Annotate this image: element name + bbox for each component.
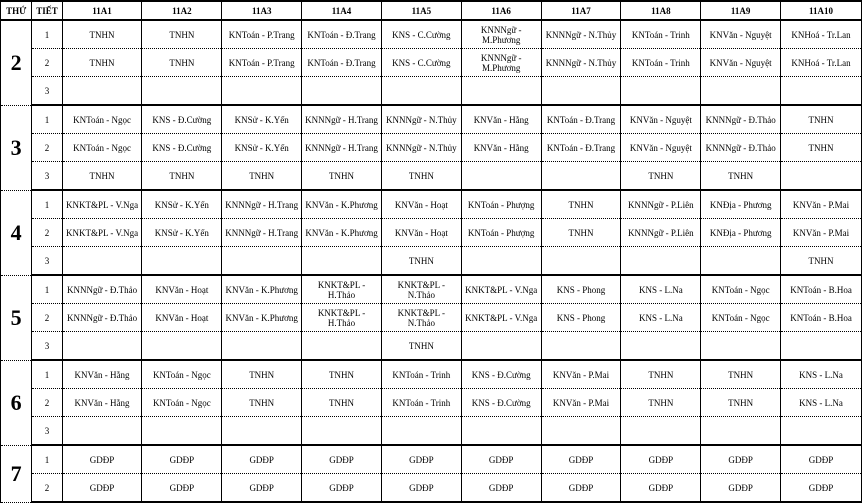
lesson-cell (701, 247, 781, 276)
lesson-cell: TNHN (621, 360, 701, 389)
lesson-cell (62, 417, 142, 446)
lesson-cell (62, 247, 142, 276)
lesson-cell (142, 247, 222, 276)
lesson-cell: GDĐP (621, 474, 701, 503)
lesson-cell (541, 77, 621, 106)
lesson-cell: KNVăn - Hằng (461, 105, 541, 134)
lesson-cell: KNVăn - Hằng (62, 389, 142, 417)
lesson-cell: KNToán - Trinh (381, 389, 461, 417)
lesson-cell: KNS - C.Cường (381, 20, 461, 49)
lesson-cell: KNToán - B.Hoa (781, 304, 862, 332)
lesson-cell: KNToán - Ngọc (142, 389, 222, 417)
lesson-cell (541, 162, 621, 191)
period-row (1, 417, 862, 446)
lesson-cell: KNS - Đ.Cường (142, 105, 222, 134)
lesson-cell: KNNNgữ - M.Phương (461, 20, 541, 49)
lesson-cell (621, 417, 701, 446)
lesson-cell: TNHN (701, 162, 781, 191)
lesson-cell: TNHN (621, 162, 701, 191)
period-row (1, 20, 862, 49)
lesson-cell (461, 417, 541, 446)
lesson-cell: KNVăn - P.Mai (541, 360, 621, 389)
header-class: 11A2 (142, 1, 222, 20)
lesson-cell: GDĐP (461, 445, 541, 474)
period-row (1, 162, 862, 191)
day-label: 3 (1, 105, 32, 190)
lesson-cell: KNVăn - K.Phương (302, 219, 382, 247)
lesson-cell (701, 77, 781, 106)
period-number: 2 (32, 304, 62, 332)
period-row (1, 445, 862, 474)
period-number: 2 (32, 389, 62, 417)
period-row (1, 105, 862, 134)
lesson-cell (381, 417, 461, 446)
lesson-cell: KNVăn - Hoạt (381, 190, 461, 219)
header-class: 11A8 (621, 1, 701, 20)
lesson-cell (142, 332, 222, 361)
lesson-cell: TNHN (381, 247, 461, 276)
lesson-cell: KNNNgữ - Đ.Thảo (701, 134, 781, 162)
lesson-cell: KNToán - Ngọc (142, 360, 222, 389)
lesson-cell (302, 332, 382, 361)
period-number: 2 (32, 134, 62, 162)
lesson-cell: KNToán - Đ.Trang (302, 49, 382, 77)
lesson-cell: KNSử - K.Yến (142, 190, 222, 219)
lesson-cell: KNHoá - Tr.Lan (781, 20, 862, 49)
lesson-cell: GDĐP (541, 474, 621, 503)
lesson-cell: TNHN (781, 134, 862, 162)
lesson-cell: KNVăn - P.Mai (541, 389, 621, 417)
lesson-cell (621, 77, 701, 106)
header-day: THỨ (1, 1, 32, 20)
lesson-cell (621, 247, 701, 276)
lesson-cell: KNToán - P.Trang (222, 20, 302, 49)
header-class: 11A7 (541, 1, 621, 20)
lesson-cell (222, 247, 302, 276)
lesson-cell: KNVăn - Nguyệt (701, 20, 781, 49)
lesson-cell: KNVăn - K.Phương (222, 275, 302, 304)
period-row (1, 304, 862, 332)
period-number: 2 (32, 219, 62, 247)
lesson-cell: KNKT&PL - V.Nga (461, 275, 541, 304)
lesson-cell: GDĐP (381, 445, 461, 474)
lesson-cell: KNToán - Ngọc (701, 304, 781, 332)
lesson-cell: TNHN (541, 219, 621, 247)
lesson-cell (541, 417, 621, 446)
lesson-cell: KNVăn - Hoạt (142, 304, 222, 332)
lesson-cell: GDĐP (222, 445, 302, 474)
lesson-cell: KNVăn - Hoạt (142, 275, 222, 304)
lesson-cell: GDĐP (781, 445, 862, 474)
lesson-cell: KNVăn - Nguyệt (701, 49, 781, 77)
lesson-cell (302, 417, 382, 446)
lesson-cell (222, 77, 302, 106)
lesson-cell: KNNNgữ - P.Liên (621, 219, 701, 247)
lesson-cell: KNNNgữ - N.Thủy (541, 49, 621, 77)
lesson-cell: KNNNgữ - H.Trang (222, 219, 302, 247)
lesson-cell (541, 332, 621, 361)
lesson-cell: GDĐP (62, 474, 142, 503)
lesson-cell: KNKT&PL - N.Thảo (381, 275, 461, 304)
header-class: 11A3 (222, 1, 302, 20)
lesson-cell: KNToán - Phượng (461, 219, 541, 247)
day-label: 6 (1, 360, 32, 445)
lesson-cell: KNNNgữ - M.Phương (461, 49, 541, 77)
header-row (1, 1, 862, 20)
header-class: 11A9 (701, 1, 781, 20)
lesson-cell (781, 332, 862, 361)
lesson-cell: KNToán - Đ.Trang (541, 105, 621, 134)
period-number: 2 (32, 49, 62, 77)
lesson-cell: KNVăn - K.Phương (222, 304, 302, 332)
lesson-cell: KNVăn - Hằng (461, 134, 541, 162)
lesson-cell: KNS - L.Na (781, 360, 862, 389)
lesson-cell: GDĐP (701, 474, 781, 503)
period-row (1, 247, 862, 276)
lesson-cell: KNKT&PL - N.Thảo (381, 304, 461, 332)
lesson-cell: GDĐP (142, 445, 222, 474)
lesson-cell: KNHoá - Tr.Lan (781, 49, 862, 77)
lesson-cell: KNKT&PL - V.Nga (62, 219, 142, 247)
lesson-cell (461, 77, 541, 106)
lesson-cell: KNToán - Đ.Trang (302, 20, 382, 49)
period-row (1, 474, 862, 503)
lesson-cell: KNNNgữ - Đ.Thảo (62, 275, 142, 304)
lesson-cell (302, 77, 382, 106)
lesson-cell: TNHN (781, 247, 862, 276)
lesson-cell: KNKT&PL - H.Thảo (302, 304, 382, 332)
period-number: 3 (32, 417, 62, 446)
lesson-cell: TNHN (222, 389, 302, 417)
lesson-cell: TNHN (302, 360, 382, 389)
lesson-cell: TNHN (222, 360, 302, 389)
lesson-cell: TNHN (142, 20, 222, 49)
period-row (1, 77, 862, 106)
header-class: 11A6 (461, 1, 541, 20)
lesson-cell: KNĐịa - Phương (701, 219, 781, 247)
lesson-cell: GDĐP (781, 474, 862, 503)
lesson-cell: TNHN (781, 105, 862, 134)
lesson-cell (781, 162, 862, 191)
lesson-cell: KNSử - K.Yến (222, 134, 302, 162)
lesson-cell: KNToán - Trinh (621, 20, 701, 49)
period-number: 3 (32, 162, 62, 191)
lesson-cell: KNNNgữ - H.Trang (222, 190, 302, 219)
lesson-cell (62, 77, 142, 106)
lesson-cell: TNHN (62, 49, 142, 77)
lesson-cell: GDĐP (62, 445, 142, 474)
lesson-cell: TNHN (142, 162, 222, 191)
lesson-cell: KNNNgữ - N.Thủy (381, 134, 461, 162)
lesson-cell (461, 332, 541, 361)
lesson-cell: KNSử - K.Yến (222, 105, 302, 134)
lesson-cell: TNHN (142, 49, 222, 77)
lesson-cell (381, 77, 461, 106)
lesson-cell (781, 417, 862, 446)
lesson-cell: TNHN (222, 162, 302, 191)
lesson-cell: GDĐP (302, 445, 382, 474)
lesson-cell: TNHN (302, 162, 382, 191)
lesson-cell: KNNNgữ - N.Thủy (381, 105, 461, 134)
lesson-cell: KNSử - K.Yến (142, 219, 222, 247)
lesson-cell: KNToán - Ngọc (62, 105, 142, 134)
lesson-cell: KNNNgữ - N.Thủy (541, 20, 621, 49)
lesson-cell: TNHN (302, 389, 382, 417)
lesson-cell (461, 162, 541, 191)
period-number: 1 (32, 275, 62, 304)
lesson-cell: KNToán - Ngọc (62, 134, 142, 162)
lesson-cell: KNToán - B.Hoa (781, 275, 862, 304)
period-number: 3 (32, 247, 62, 276)
lesson-cell: KNVăn - Hoạt (381, 219, 461, 247)
day-label: 2 (1, 20, 32, 105)
lesson-cell: TNHN (541, 190, 621, 219)
lesson-cell: KNToán - Ngọc (701, 275, 781, 304)
header-class: 11A1 (62, 1, 142, 20)
lesson-cell: KNS - Đ.Cường (142, 134, 222, 162)
lesson-cell (701, 332, 781, 361)
lesson-cell: KNToán - Trinh (381, 360, 461, 389)
lesson-cell: KNS - Phong (541, 304, 621, 332)
lesson-cell: KNToán - Trinh (621, 49, 701, 77)
lesson-cell: KNS - Đ.Cường (461, 360, 541, 389)
lesson-cell (302, 247, 382, 276)
period-row (1, 360, 862, 389)
header-period: TIẾT (32, 1, 62, 20)
timetable-body (1, 20, 862, 502)
header-class: 11A4 (302, 1, 382, 20)
header-class: 11A10 (781, 1, 862, 20)
lesson-cell (142, 417, 222, 446)
lesson-cell: KNĐịa - Phương (701, 190, 781, 219)
period-row (1, 275, 862, 304)
lesson-cell: KNS - L.Na (781, 389, 862, 417)
lesson-cell: GDĐP (461, 474, 541, 503)
lesson-cell (222, 417, 302, 446)
lesson-cell: GDĐP (701, 445, 781, 474)
period-number: 3 (32, 332, 62, 361)
lesson-cell: GDĐP (541, 445, 621, 474)
period-row (1, 49, 862, 77)
lesson-cell: KNS - L.Na (621, 304, 701, 332)
lesson-cell (541, 247, 621, 276)
lesson-cell: KNVăn - K.Phương (302, 190, 382, 219)
lesson-cell: KNVăn - Hằng (62, 360, 142, 389)
lesson-cell: TNHN (701, 360, 781, 389)
period-row (1, 389, 862, 417)
lesson-cell: KNKT&PL - V.Nga (461, 304, 541, 332)
lesson-cell: KNKT&PL - H.Thảo (302, 275, 382, 304)
lesson-cell: GDĐP (142, 474, 222, 503)
period-row (1, 134, 862, 162)
lesson-cell: GDĐP (381, 474, 461, 503)
lesson-cell: TNHN (62, 20, 142, 49)
lesson-cell (62, 332, 142, 361)
lesson-cell: GDĐP (302, 474, 382, 503)
period-number: 1 (32, 445, 62, 474)
period-number: 1 (32, 360, 62, 389)
lesson-cell: KNS - L.Na (621, 275, 701, 304)
header-class: 11A5 (381, 1, 461, 20)
lesson-cell (701, 417, 781, 446)
period-number: 1 (32, 105, 62, 134)
lesson-cell: KNS - Phong (541, 275, 621, 304)
period-number: 3 (32, 77, 62, 106)
lesson-cell: KNToán - Đ.Trang (541, 134, 621, 162)
lesson-cell (781, 77, 862, 106)
lesson-cell: KNNNgữ - H.Trang (302, 105, 382, 134)
lesson-cell: KNNNgữ - Đ.Thảo (62, 304, 142, 332)
period-row (1, 219, 862, 247)
lesson-cell: KNVăn - P.Mai (781, 219, 862, 247)
period-number: 2 (32, 474, 62, 503)
period-number: 1 (32, 190, 62, 219)
lesson-cell (222, 332, 302, 361)
lesson-cell: KNToán - P.Trang (222, 49, 302, 77)
lesson-cell: KNVăn - P.Mai (781, 190, 862, 219)
lesson-cell: KNNNgữ - Đ.Thảo (701, 105, 781, 134)
lesson-cell: GDĐP (222, 474, 302, 503)
period-number: 1 (32, 20, 62, 49)
lesson-cell: TNHN (381, 162, 461, 191)
lesson-cell: KNNNgữ - P.Liên (621, 190, 701, 219)
period-row (1, 190, 862, 219)
lesson-cell: KNVăn - Nguyệt (621, 134, 701, 162)
lesson-cell: TNHN (621, 389, 701, 417)
lesson-cell: KNNNgữ - H.Trang (302, 134, 382, 162)
day-label: 4 (1, 190, 32, 275)
lesson-cell: KNS - Đ.Cường (461, 389, 541, 417)
lesson-cell: GDĐP (621, 445, 701, 474)
lesson-cell (461, 247, 541, 276)
day-label: 7 (1, 445, 32, 502)
lesson-cell (142, 77, 222, 106)
lesson-cell: KNKT&PL - V.Nga (62, 190, 142, 219)
period-row (1, 332, 862, 361)
day-label: 5 (1, 275, 32, 360)
lesson-cell: KNS - C.Cường (381, 49, 461, 77)
lesson-cell: KNVăn - Nguyệt (621, 105, 701, 134)
lesson-cell: KNToán - Phượng (461, 190, 541, 219)
lesson-cell (621, 332, 701, 361)
lesson-cell: TNHN (701, 389, 781, 417)
lesson-cell: TNHN (381, 332, 461, 361)
lesson-cell: TNHN (62, 162, 142, 191)
